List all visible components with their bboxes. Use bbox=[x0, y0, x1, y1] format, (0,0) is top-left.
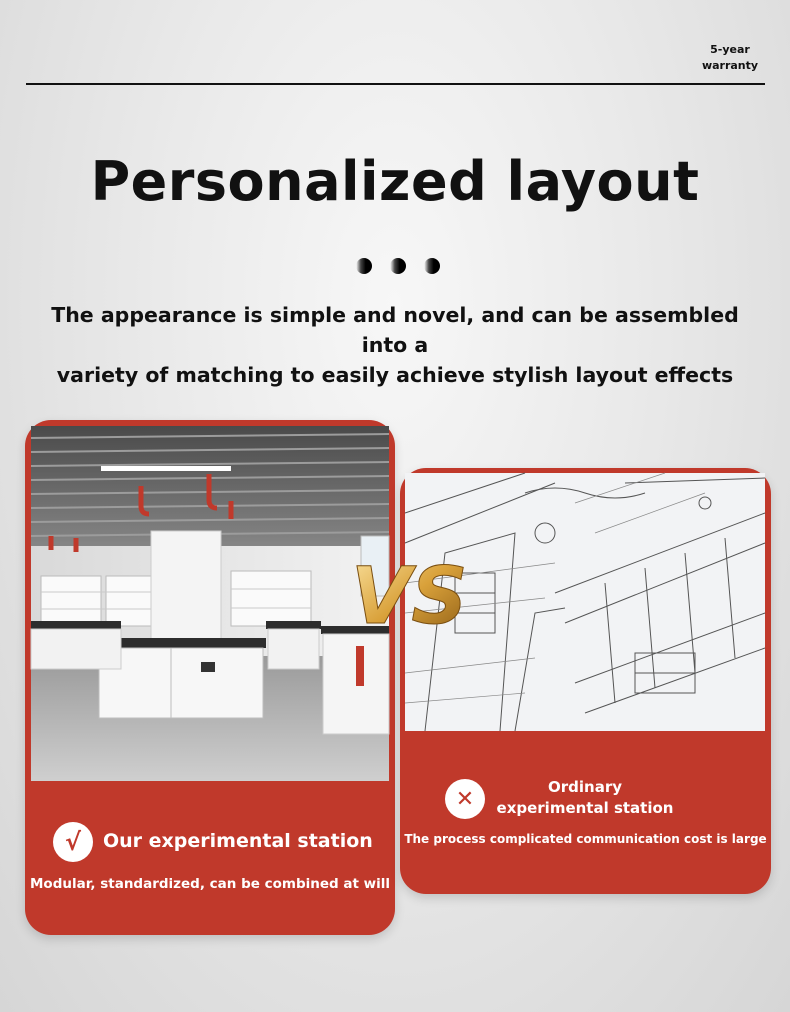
decorative-dots bbox=[356, 258, 446, 276]
dot-icon bbox=[356, 258, 372, 274]
lab-illustration bbox=[31, 426, 389, 781]
our-station-title: Our experimental station bbox=[103, 830, 373, 852]
lab-photo bbox=[31, 426, 389, 781]
our-station-card bbox=[25, 420, 395, 935]
warranty-badge bbox=[690, 42, 770, 74]
subtitle-line2: variety of matching to easily achieve stylish layout effects bbox=[56, 363, 734, 387]
page-subtitle bbox=[30, 300, 760, 390]
ordinary-title-line1: Ordinary bbox=[547, 778, 622, 796]
ordinary-station-card bbox=[400, 468, 771, 894]
vs-badge bbox=[345, 545, 468, 645]
ordinary-title-line2: experimental station bbox=[496, 799, 674, 817]
warranty-line2: warranty bbox=[701, 59, 759, 72]
check-icon: √ bbox=[53, 822, 93, 862]
x-icon: ✕ bbox=[445, 779, 485, 819]
warranty-line1: 5-year bbox=[710, 43, 750, 56]
our-station-description: Modular, standardized, can be combined at will bbox=[30, 876, 390, 892]
dot-icon bbox=[390, 258, 406, 274]
header-divider bbox=[26, 83, 765, 85]
dot-icon bbox=[424, 258, 440, 274]
page-title: Personalized layout bbox=[90, 150, 700, 213]
ordinary-station-description: The process complicated communication cost is large bbox=[404, 832, 767, 846]
ordinary-station-title bbox=[495, 777, 675, 819]
vs-label: VS bbox=[351, 552, 468, 642]
subtitle-line1: The appearance is simple and novel, and can be assembled into a bbox=[51, 303, 739, 357]
